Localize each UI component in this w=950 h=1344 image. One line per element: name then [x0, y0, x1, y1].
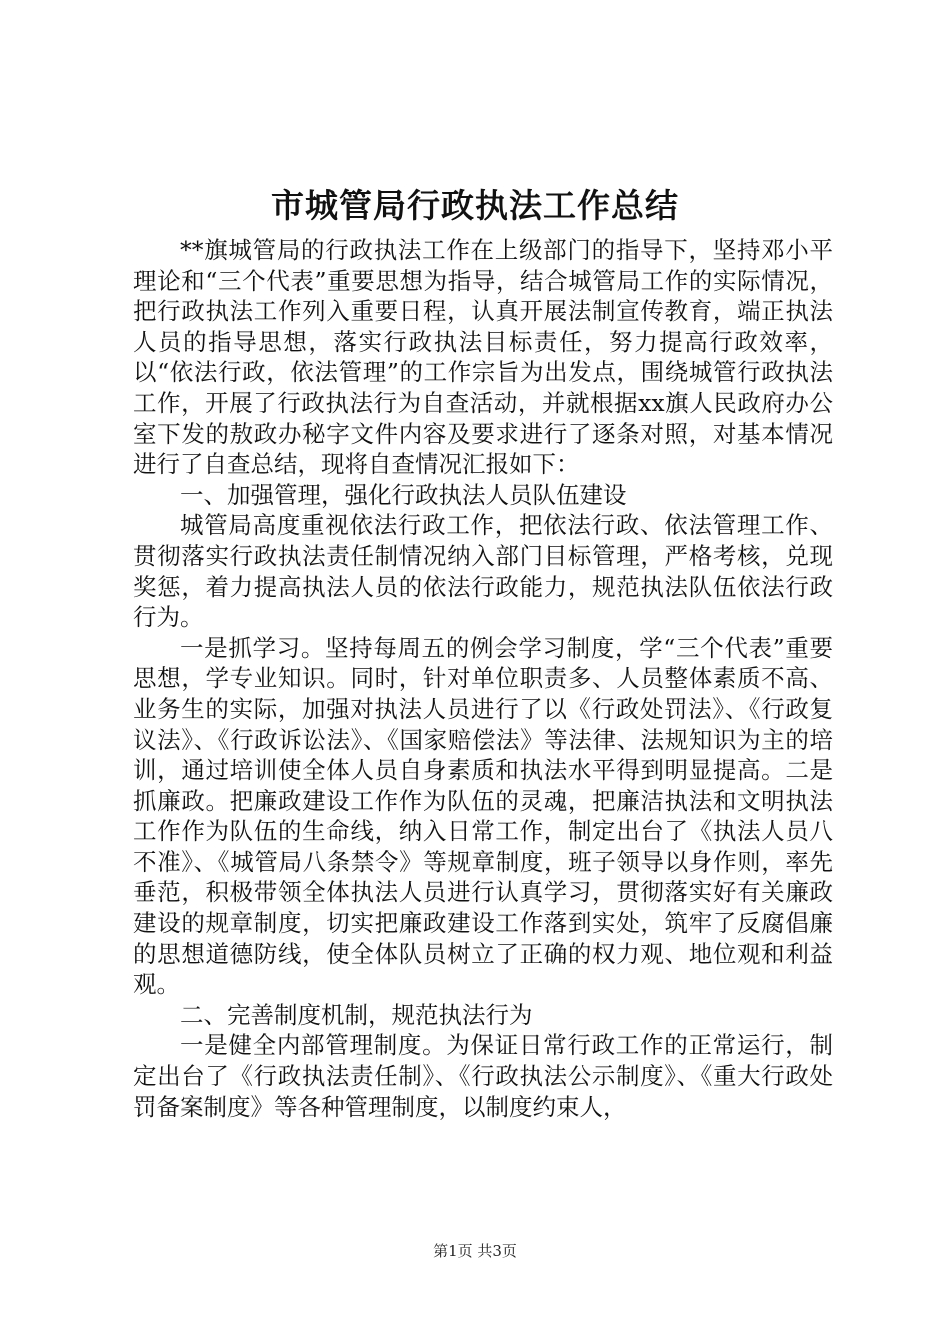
paragraph-section-1: 城管局高度重视依法行政工作，把依法行政、依法管理工作、贯彻落实行政执法责任制情况纳入部门目标管理，严格考核，兑现奖惩，着力提高执法人员的依法行政能力，规范执法队伍依法行政行为。 [133, 511, 833, 632]
page-number-footer: 第1页 共3页 [433, 1242, 517, 1260]
paragraph-section-2: 一是健全内部管理制度。为保证日常行政工作的正常运行，制定出台了《行政执法责任制》、《行政执法公示制度》、《重大行政处罚备案制度》等各种管理制度，以制度约束人， [133, 1031, 833, 1121]
paragraph-intro: **旗城管局的行政执法工作在上级部门的指导下，坚持邓小平理论和“三个代表”重要思想为指导，结合城管局工作的实际情况，把行政执法工作列入重要日程，认真开展法制宣传教育，端正执法人员的指导思想，落实行政执法目标责任，努力提高行政效率，以“依法行政，依法管理”的工作宗旨为出发点，围绕城管行政执法工作，开展了行政执法行为自查活动，并就根据xx旗人民政府办公室下发的敖政办秘字文件内容及要求进行了逐条对照，对基本情况进行了自查总结，现将自查情况汇报如下： [133, 236, 833, 479]
document-body [133, 235, 833, 1122]
section-heading-1: 一、加强管理，强化行政执法人员队伍建设 [180, 480, 627, 509]
document-title: 市城管局行政执法工作总结 [271, 186, 679, 225]
section-heading-2: 二、完善制度机制，规范执法行为 [180, 1000, 533, 1029]
paragraph-study-integrity: 一是抓学习。坚持每周五的例会学习制度，学“三个代表”重要思想，学专业知识。同时，针对单位职责多、人员整体素质不高、业务生的实际，加强对执法人员进行了以《行政处罚法》、《行政复议法》、《行政诉讼法》、《国家赔偿法》等法律、法规知识为主的培训，通过培训使全体人员自身素质和执法水平得到明显提高。二是抓廉政。把廉政建设工作作为队伍的灵魂，把廉洁执法和文明执法工作作为队伍的生命线，纳入日常工作，制定出台了《执法人员八不准》、《城管局八条禁令》等规章制度，班子领导以身作则，率先垂范，积极带领全体执法人员进行认真学习，贯彻落实好有关廉政建设的规章制度，切实把廉政建设工作落到实处，筑牢了反腐倡廉的思想道德防线，使全体队员树立了正确的权力观、地位观和利益观。 [133, 633, 833, 999]
